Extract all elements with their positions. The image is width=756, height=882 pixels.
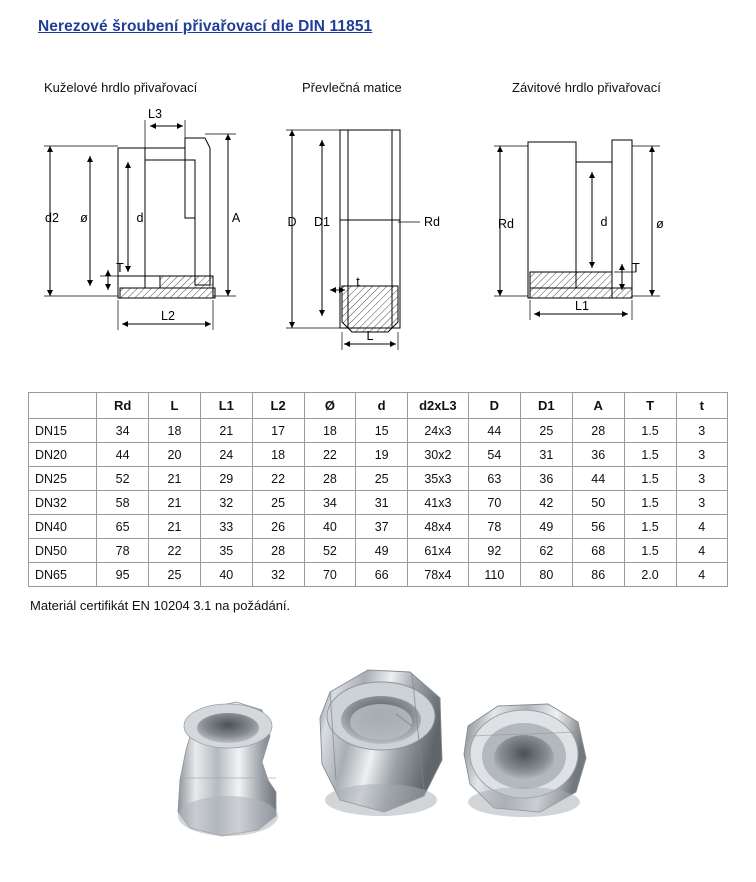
table-header-cell [29,393,97,419]
table-cell: DN20 [29,443,97,467]
table-cell: 31 [520,443,572,467]
table-cell: 15 [356,419,408,443]
table-cell: 78 [468,515,520,539]
table-cell: DN65 [29,563,97,587]
table-cell: DN40 [29,515,97,539]
table-header-cell: A [572,393,624,419]
table-cell: 92 [468,539,520,563]
table-cell: 18 [149,419,201,443]
dimension-table-wrapper [28,392,728,587]
product-photos [0,640,756,882]
table-cell: 3 [676,491,727,515]
table-cell: 41x3 [408,491,469,515]
table-cell: 1.5 [624,515,676,539]
table-header-cell: D1 [520,393,572,419]
table-cell: 66 [356,563,408,587]
table-cell: 1.5 [624,419,676,443]
table-header-cell: L2 [252,393,304,419]
table-cell: 33 [200,515,252,539]
table-cell: 18 [252,443,304,467]
table-cell: 44 [468,419,520,443]
table-header-cell: Ø [304,393,356,419]
svg-text:L: L [366,329,374,343]
table-cell: 20 [149,443,201,467]
table-cell: 58 [97,491,149,515]
table-cell: 70 [304,563,356,587]
table-cell: 34 [97,419,149,443]
table-header-cell: d2xL3 [408,393,469,419]
table-cell: 1.5 [624,467,676,491]
table-cell: 62 [520,539,572,563]
svg-text:T: T [632,261,640,275]
table-cell: 28 [304,467,356,491]
table-cell: 49 [356,539,408,563]
table-cell: DN15 [29,419,97,443]
page-title: Nerezové šroubení přivařovací dle DIN 11851 [38,18,373,35]
table-row [29,563,728,587]
table-cell: 32 [200,491,252,515]
table-cell: 21 [149,491,201,515]
table-row [29,491,728,515]
figure-caption-1: Kuželové hrdlo přivařovací [44,80,198,95]
table-cell: 68 [572,539,624,563]
table-cell: 95 [97,563,149,587]
table-cell: 28 [572,419,624,443]
table-cell: 3 [676,419,727,443]
figure-2-drawing [286,130,440,350]
table-row [29,539,728,563]
table-cell: 26 [252,515,304,539]
footer-bar [0,872,756,882]
svg-text:ø: ø [656,217,664,231]
table-cell: 52 [97,467,149,491]
table-cell: 40 [304,515,356,539]
table-cell: 25 [149,563,201,587]
technical-drawings [0,100,756,370]
figure-caption-2: Převlečná matice [302,80,402,95]
table-cell: 1.5 [624,539,676,563]
table-row [29,515,728,539]
table-cell: 78 [97,539,149,563]
table-cell: 49 [520,515,572,539]
table-cell: 22 [252,467,304,491]
table-cell: 30x2 [408,443,469,467]
figure-3-drawing [494,140,664,320]
table-cell: 19 [356,443,408,467]
table-cell: 36 [572,443,624,467]
table-cell: 86 [572,563,624,587]
photo-union-nut [320,670,442,816]
table-cell: 24 [200,443,252,467]
table-header-cell: Rd [97,393,149,419]
table-cell: 70 [468,491,520,515]
table-cell: 37 [356,515,408,539]
table-header-cell: L [149,393,201,419]
table-cell: 35 [200,539,252,563]
table-cell: 28 [252,539,304,563]
svg-text:D: D [287,215,297,229]
table-cell: 4 [676,563,727,587]
table-cell: 21 [200,419,252,443]
dimension-table [28,392,728,587]
table-cell: 31 [356,491,408,515]
table-header-cell: D [468,393,520,419]
table-cell: 56 [572,515,624,539]
figure-1-drawing [44,107,241,330]
table-cell: 3 [676,467,727,491]
figure-caption-3: Závitové hrdlo přivařovací [512,80,661,95]
table-cell: 3 [676,443,727,467]
table-row [29,443,728,467]
table-cell: 42 [520,491,572,515]
svg-text:L1: L1 [575,299,589,313]
table-row [29,467,728,491]
table-cell: 4 [676,539,727,563]
table-cell: 4 [676,515,727,539]
table-cell: 22 [304,443,356,467]
svg-text:T: T [116,261,124,275]
table-cell: 61x4 [408,539,469,563]
table-cell: 1.5 [624,491,676,515]
table-cell: 44 [572,467,624,491]
table-cell: 18 [304,419,356,443]
svg-text:d: d [136,211,144,225]
svg-text:d: d [600,215,608,229]
table-header-cell: L1 [200,393,252,419]
table-cell: 35x3 [408,467,469,491]
svg-text:A: A [231,211,241,225]
table-cell: 80 [520,563,572,587]
table-cell: 32 [252,563,304,587]
svg-text:L2: L2 [161,309,175,323]
svg-text:Rd: Rd [424,215,440,229]
table-cell: DN50 [29,539,97,563]
table-cell: 21 [149,467,201,491]
table-cell: 25 [356,467,408,491]
table-cell: 25 [520,419,572,443]
table-header-row [29,393,728,419]
svg-text:d2: d2 [45,211,59,225]
table-cell: 21 [149,515,201,539]
table-cell: 48x4 [408,515,469,539]
table-cell: 25 [252,491,304,515]
table-cell: 17 [252,419,304,443]
table-cell: 40 [200,563,252,587]
table-cell: 110 [468,563,520,587]
table-header-cell: d [356,393,408,419]
table-cell: 34 [304,491,356,515]
table-cell: 36 [520,467,572,491]
svg-text:ø: ø [80,211,88,225]
table-cell: 2.0 [624,563,676,587]
table-cell: 78x4 [408,563,469,587]
table-cell: DN32 [29,491,97,515]
table-cell: DN25 [29,467,97,491]
table-cell: 52 [304,539,356,563]
table-cell: 50 [572,491,624,515]
svg-text:L3: L3 [148,107,162,121]
photo-threaded-liner [464,704,586,817]
table-cell: 1.5 [624,443,676,467]
table-cell: 63 [468,467,520,491]
table-header-cell: T [624,393,676,419]
table-row [29,419,728,443]
photo-welding-liner [178,702,278,836]
table-header-cell: t [676,393,727,419]
table-cell: 24x3 [408,419,469,443]
table-cell: 29 [200,467,252,491]
svg-text:t: t [356,275,360,289]
table-cell: 54 [468,443,520,467]
table-cell: 44 [97,443,149,467]
material-note: Materiál certifikát EN 10204 3.1 na požádání. [30,598,291,613]
table-cell: 22 [149,539,201,563]
svg-text:D1: D1 [314,215,330,229]
svg-text:Rd: Rd [498,217,514,231]
table-cell: 65 [97,515,149,539]
